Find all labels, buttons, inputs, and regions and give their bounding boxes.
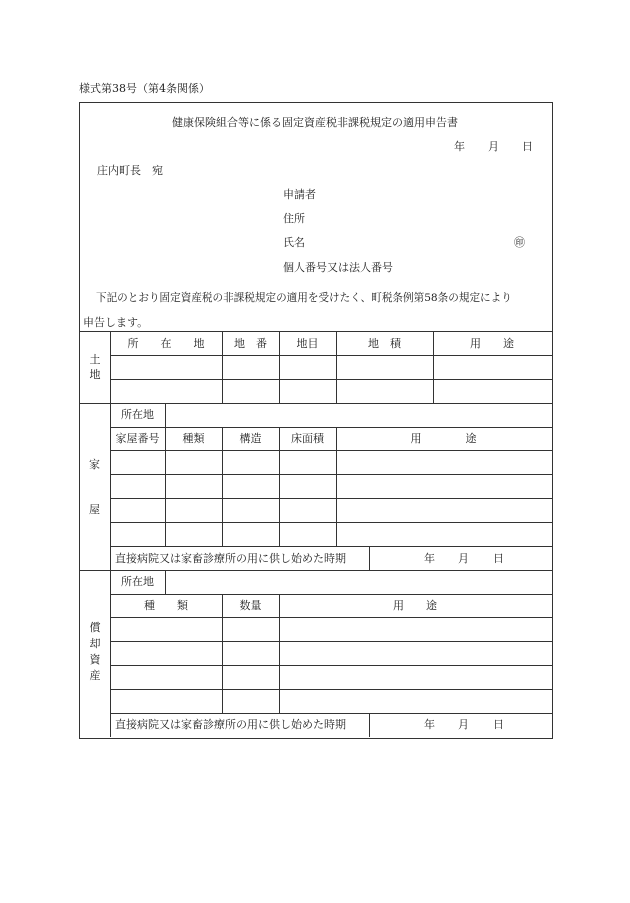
rule-house-location [165, 403, 166, 427]
rule-assets-row1 [110, 594, 552, 595]
rule-assets-row4 [110, 665, 552, 666]
house-date-day: 日 [493, 552, 504, 565]
applicant-name-label: 氏名 [283, 236, 305, 249]
applicant-id-label: 個人番号又は法人番号 [283, 261, 393, 274]
house-header-floor-area: 床面積 [291, 432, 324, 445]
addressee: 庄内町長 宛 [97, 164, 163, 177]
land-header-area: 地 積 [368, 337, 401, 350]
date-day: 日 [522, 140, 533, 153]
rule-house-col2 [222, 427, 223, 546]
date-month: 月 [488, 140, 499, 153]
rule-assets-top [79, 570, 552, 571]
date-year: 年 [454, 140, 465, 153]
rule-house-col3 [279, 427, 280, 546]
form-title: 健康保険組合等に係る固定資産税非課税規定の適用申告書 [172, 116, 458, 129]
assets-date-month: 月 [458, 718, 469, 731]
house-section-label-top: 家 [89, 458, 100, 471]
house-date-year: 年 [424, 552, 435, 565]
rule-house-row2 [110, 450, 552, 451]
rule-house-row4 [110, 498, 552, 499]
house-date-month: 月 [458, 552, 469, 565]
rule-assets-row5 [110, 689, 552, 690]
house-header-type: 種類 [182, 432, 205, 445]
rule-house-row6 [110, 546, 552, 547]
assets-header-quantity: 数量 [239, 599, 262, 612]
rule-house-row5 [110, 522, 552, 523]
rule-assets-row3 [110, 641, 552, 642]
assets-date-label: 直接病院又は家畜診療所の用に供し始めた時期 [115, 718, 346, 731]
rule-assets-col1 [222, 594, 223, 713]
form-number: 様式第38号（第4条関係） [79, 82, 210, 95]
assets-header-type: 種 類 [144, 599, 188, 612]
house-date-label: 直接病院又は家畜診療所の用に供し始めた時期 [115, 552, 346, 565]
rule-house-top [79, 403, 552, 404]
house-header-number: 家屋番号 [115, 432, 160, 445]
rule-land-row1 [110, 355, 552, 356]
rule-land-top [79, 331, 552, 332]
house-header-use: 用 途 [410, 432, 477, 445]
rule-assets-row6 [110, 713, 552, 714]
rule-house-col4 [336, 427, 337, 546]
assets-date-year: 年 [424, 718, 435, 731]
house-header-structure: 構造 [239, 432, 262, 445]
assets-section-label: 償 却 資 産 [89, 621, 101, 682]
assets-date-day: 日 [493, 718, 504, 731]
rule-assets-row2 [110, 617, 552, 618]
house-location-label: 所在地 [121, 408, 154, 421]
body-text-line1: 下記のとおり固定資産税の非課税規定の適用を受けたく、町税条例第58条の規定により [96, 292, 512, 304]
house-section-label-bottom: 屋 [89, 503, 100, 516]
rule-label-column [110, 331, 111, 737]
rule-assets-col2 [279, 594, 280, 713]
land-header-use: 用 途 [470, 337, 514, 350]
rule-house-col1 [165, 427, 166, 546]
rule-land-row2 [110, 379, 552, 380]
land-header-land-category: 地目 [296, 337, 319, 350]
assets-location-label: 所在地 [121, 575, 154, 588]
applicant-address-label: 住所 [283, 212, 305, 225]
rule-assets-date [369, 713, 370, 737]
land-header-location: 所 在 地 [127, 337, 205, 350]
land-header-lot-number: 地 番 [234, 337, 267, 350]
assets-header-use: 用 途 [393, 599, 437, 612]
seal-mark: ㊞ [514, 236, 525, 249]
rule-assets-location [165, 570, 166, 594]
land-section-label: 土 地 [89, 353, 101, 381]
body-text-line2: 申告します。 [83, 316, 149, 329]
rule-house-date [369, 546, 370, 570]
rule-house-row1 [110, 427, 552, 428]
rule-house-row3 [110, 474, 552, 475]
applicant-label: 申請者 [283, 188, 316, 201]
